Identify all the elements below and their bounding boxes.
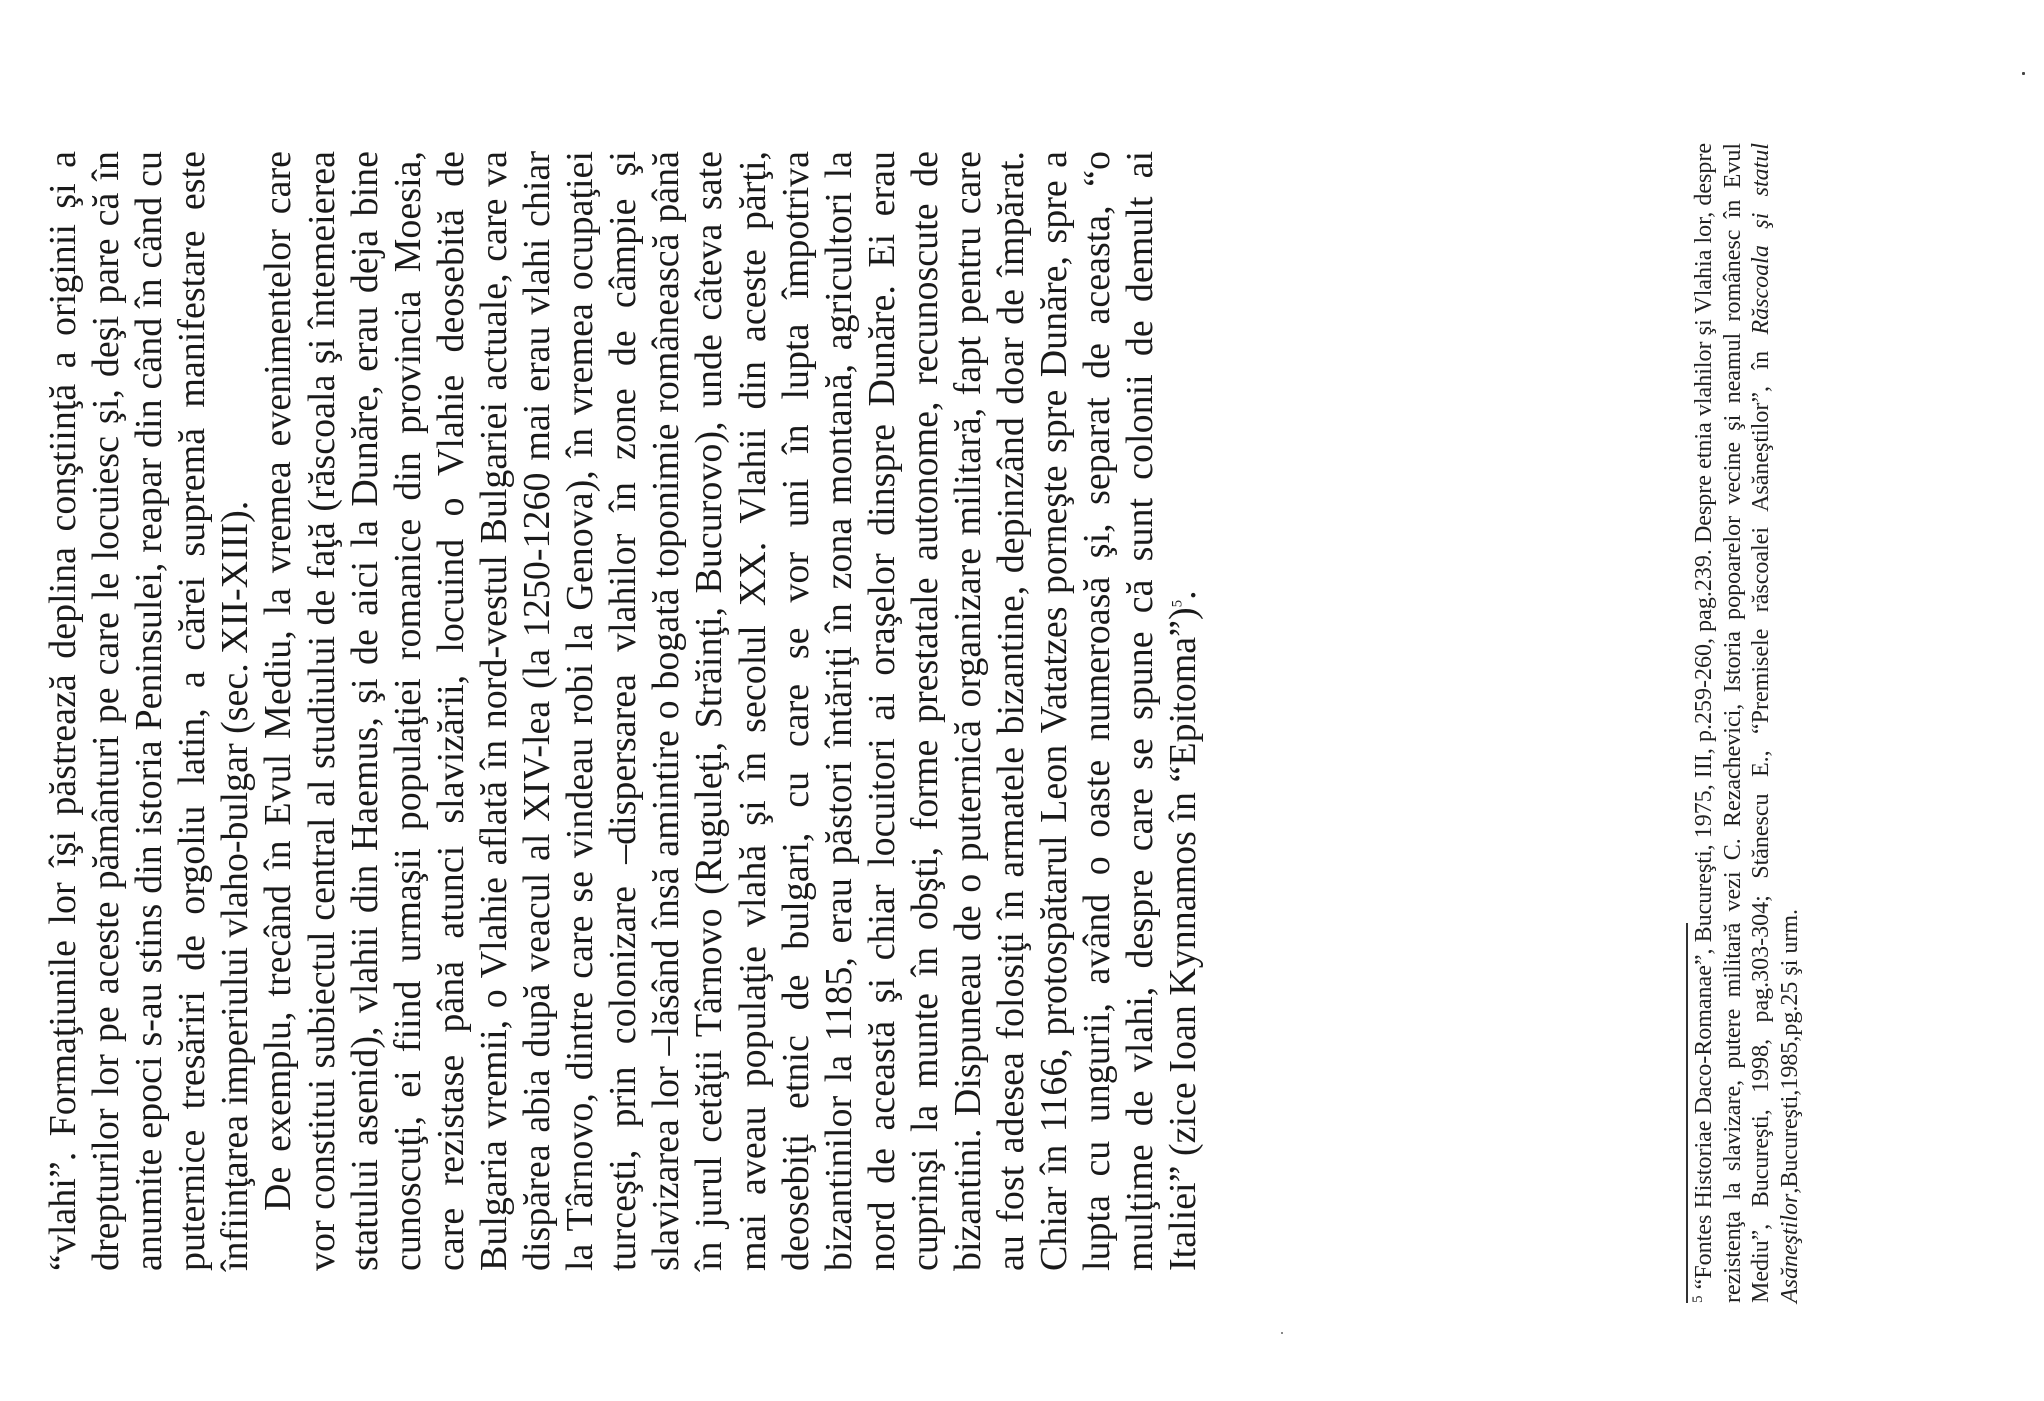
footnote-text-2: ,Bucureşti,1985,pg.25 şi urm.: [1776, 909, 1803, 1194]
footnote-number: 5: [1690, 1295, 1706, 1303]
paragraph-1: [42, 151, 257, 1271]
footnote-reference[interactable]: 5: [1169, 599, 1186, 608]
footnote-book-title: Răscoala şi statul Asăneştilor: [1748, 143, 1803, 1303]
footnote-block: [1690, 143, 1804, 1303]
scan-speck: [2022, 72, 2025, 75]
paragraph-2-text: De exemplu, trecând în Evul Mediu, la vremea evenimentelor care vor constitui subiectul central al studiului de faţă (răscoala şi întemeierea statului asenid), vlahii din Haemus, şi de aici la Dunăre, erau deja bine cunoscuţi, ei fiind urmaşii populaţiei romanice din provincia Moesia, care rezistase până atunci slavizării, locuind o Vlahie deosebită de Bulgaria vremii, o Vlahie aflată în nord-vestul Bulgariei actuale, care va dispărea abia după veacul al XIV-lea (la 1250-1260 mai erau vlahi chiar la Târnovo, dintre care se vindeau robi la Genova), în vremea ocupaţiei turceşti, prin colonizare –dispersarea vlahilor în zone de câmpie şi slavizarea lor –lăsând însă amintire o bogată toponimie românească până în jurul cetăţii Târnovo (Ruguleţi, Străinţi, Bucurovo), unde câteva sate mai aveau populaţie vlahă şi în secolul XX. Vlahii din aceste părţi, deosebiţi etnic de bulgari, cu care se vor uni în lupta împotriva bizantinilor la 1185, erau păstori întăriţi în zona montană, agricultori la nord de această şi chiar locuitori ai oraşelor dinspre Dunăre. Ei erau cuprinşi la munte în obşti, forme prestatale autonome, recunoscute de bizantini. Dispuneau de o puternică organizare militară, fapt pentru care au fost adesea folosiţi în armatele bizantine, depinzând doar de împărat. Chiar în 1166, protospătarul Leon Vatatzes porneşte spre Dunăre, spre a lupta cu ungurii, având o oaste numeroasă şi, separat de aceasta, “o mulţime de vlahi, despre care se spune că sunt colonii de demult ai Italiei” (zice Ioan Kynnamos în “Epitoma”): [257, 151, 1205, 1271]
body-text: [42, 151, 1206, 1271]
paragraph-2: [257, 151, 1205, 1271]
paragraph-1-text: “vlahi”. Formaţiunile lor îşi păstrează deplina conştiinţă a originii şi a drepturilor lor pe aceste pământuri pe care le locuiesc şi, deşi pare că în anumite epoci s-au stins din istoria Peninsulei, reapar din când în când cu puternice tresăriri de orgoliu latin, a cărei supremă manifestare este înfiinţarea imperiului vlaho-bulgar (sec. XII-XIII).: [42, 151, 257, 1271]
footnote-separator: [1686, 923, 1688, 1303]
scan-speck: [1281, 1332, 1283, 1334]
footnote-text-1: “Fontes Historiae Daco-Romanae”, Bucureşti, 1975, III, p.259-260, pag.239. Despre etnia vlahilor şi Vlahia lor, despre rezistenţa la slavizare, putere militară vezi C. Rezachevici, Istoria popoarelor vecine şi neamul românesc în Evul Mediu”, Bucureşti, 1998, pag.303-304; Stănescu E., “Premisele răscoalei Asăneştilor”, în: [1691, 142, 1774, 1303]
paragraph-2-trailing: .: [1162, 590, 1205, 600]
